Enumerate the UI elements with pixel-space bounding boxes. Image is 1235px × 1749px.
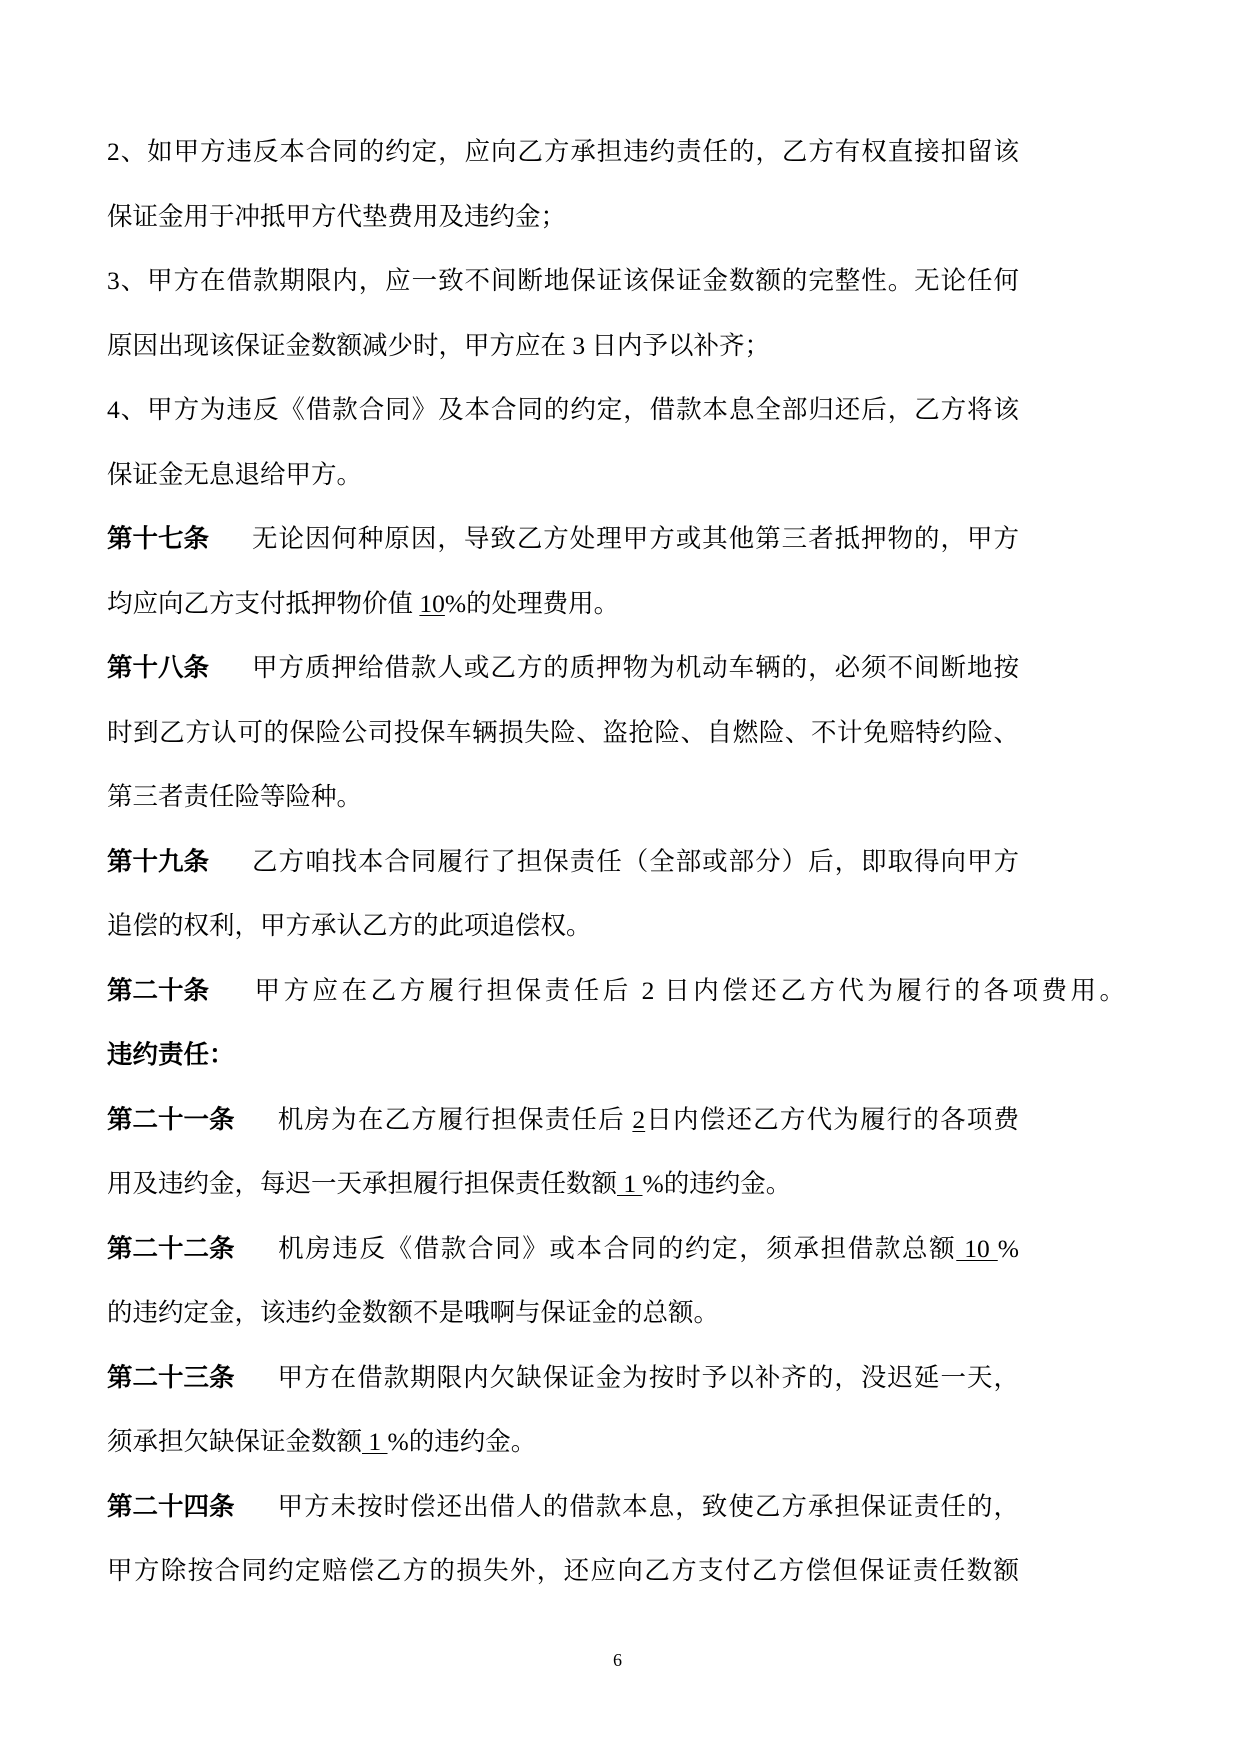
line-text: 的违约定金，该违约金数额不是哦啊与保证金的总额。	[107, 1298, 720, 1327]
line-text: 甲方质押给借款人或乙方的质押物为机动车辆的，必须不间断地按	[251, 653, 1019, 682]
line-text: 保证金用于冲抵甲方代垫费用及违约金；	[107, 201, 567, 231]
article-24-label: 第二十四条	[107, 1491, 235, 1521]
underlined-value: 1	[362, 1427, 388, 1456]
line-text: 甲方未按时偿还出借人的借款本息，致使乙方承担保证责任的，	[276, 1491, 1019, 1521]
text-line	[107, 1281, 1019, 1346]
article-22-label: 第二十二条	[107, 1233, 235, 1263]
line-text: 用及违约金，每迟一天承担履行担保责任数额	[107, 1169, 618, 1198]
text-line	[107, 378, 1019, 443]
line-text: 乙方咱找本合同履行了担保责任（全部或部分）后，即取得向甲方	[251, 846, 1019, 876]
text-line	[107, 443, 1019, 508]
article-21-line	[107, 1088, 1019, 1153]
article-20-line	[107, 959, 1125, 1024]
article-17-label: 第十七条	[107, 524, 210, 553]
article-18-label: 第十八条	[107, 653, 210, 682]
article-22-line	[107, 1217, 1019, 1282]
line-text: 第三者责任险等险种。	[107, 782, 363, 811]
line-text: 机房为在乙方履行担保责任后	[276, 1104, 633, 1134]
text-line	[107, 1152, 1019, 1217]
text-line	[107, 894, 1019, 959]
text-line	[107, 120, 1019, 185]
underlined-value: 10	[956, 1233, 998, 1263]
line-text: 无论因何种原因，导致乙方处理甲方或其他第三者抵押物的，甲方	[251, 524, 1019, 553]
line-text: 机房违反《借款合同》或本合同的约定，须承担借款总额	[276, 1233, 957, 1263]
line-text: 追偿的权利，甲方承认乙方的此项追偿权。	[107, 911, 592, 940]
line-text: 须承担欠缺保证金数额	[107, 1427, 363, 1456]
section-heading-line	[107, 1023, 1019, 1088]
line-text: 均应向乙方支付抵押物价值	[107, 588, 420, 618]
line-text: 时到乙方认可的保险公司投保车辆损失险、盗抢险、自燃险、不计免赔特约险、	[107, 717, 1019, 747]
article-17-line	[107, 507, 1019, 572]
text-line	[107, 314, 1019, 379]
article-19-label: 第十九条	[107, 846, 210, 876]
text-line	[107, 1539, 1019, 1604]
underlined-value: 1	[617, 1169, 643, 1198]
text-line	[107, 701, 1019, 766]
text-line	[107, 572, 1019, 637]
line-text: 日内偿还乙方代为履行的各项费	[645, 1104, 1019, 1134]
article-24-line	[107, 1475, 1019, 1540]
text-line	[107, 1410, 1019, 1475]
line-text: 甲方在借款期限内欠缺保证金为按时予以补齐的，没迟延一天，	[276, 1362, 1019, 1392]
line-text: 甲方应在乙方履行担保责任后 2 日内偿还乙方代为履行的各项费用。	[251, 975, 1125, 1005]
page-number: 6	[613, 1650, 622, 1670]
line-text: 保证金无息退给甲方。	[107, 459, 363, 489]
document-body	[107, 120, 1125, 1604]
line-text: 甲方除按合同约定赔偿乙方的损失外，还应向乙方支付乙方偿但保证责任数额	[107, 1556, 1019, 1585]
article-21-label: 第二十一条	[107, 1104, 235, 1134]
line-text: %的违约金。	[642, 1169, 792, 1198]
line-text: %的违约金。	[387, 1427, 537, 1456]
article-23-label: 第二十三条	[107, 1362, 235, 1392]
text-line	[107, 765, 1019, 830]
line-text: 3、甲方在借款期限内，应一致不间断地保证该保证金数额的完整性。无论任何	[107, 266, 1019, 295]
line-text: 4、甲方为违反《借款合同》及本合同的约定，借款本息全部归还后，乙方将该	[107, 395, 1019, 424]
article-18-line	[107, 636, 1019, 701]
line-text: %	[997, 1233, 1019, 1263]
article-20-label: 第二十条	[107, 975, 210, 1005]
article-19-line	[107, 830, 1019, 895]
line-text: 2、如甲方违反本合同的约定，应向乙方承担违约责任的，乙方有权直接扣留该	[107, 137, 1019, 166]
line-text: 原因出现该保证金数额减少时，甲方应在 3 日内予以补齐；	[107, 330, 771, 360]
line-text: %的处理费用。	[444, 588, 620, 618]
underlined-value: 10	[419, 588, 445, 618]
section-heading: 违约责任：	[107, 1040, 235, 1069]
text-line	[107, 185, 1019, 250]
underlined-value: 2	[632, 1104, 646, 1134]
text-line	[107, 249, 1019, 314]
article-23-line	[107, 1346, 1019, 1411]
